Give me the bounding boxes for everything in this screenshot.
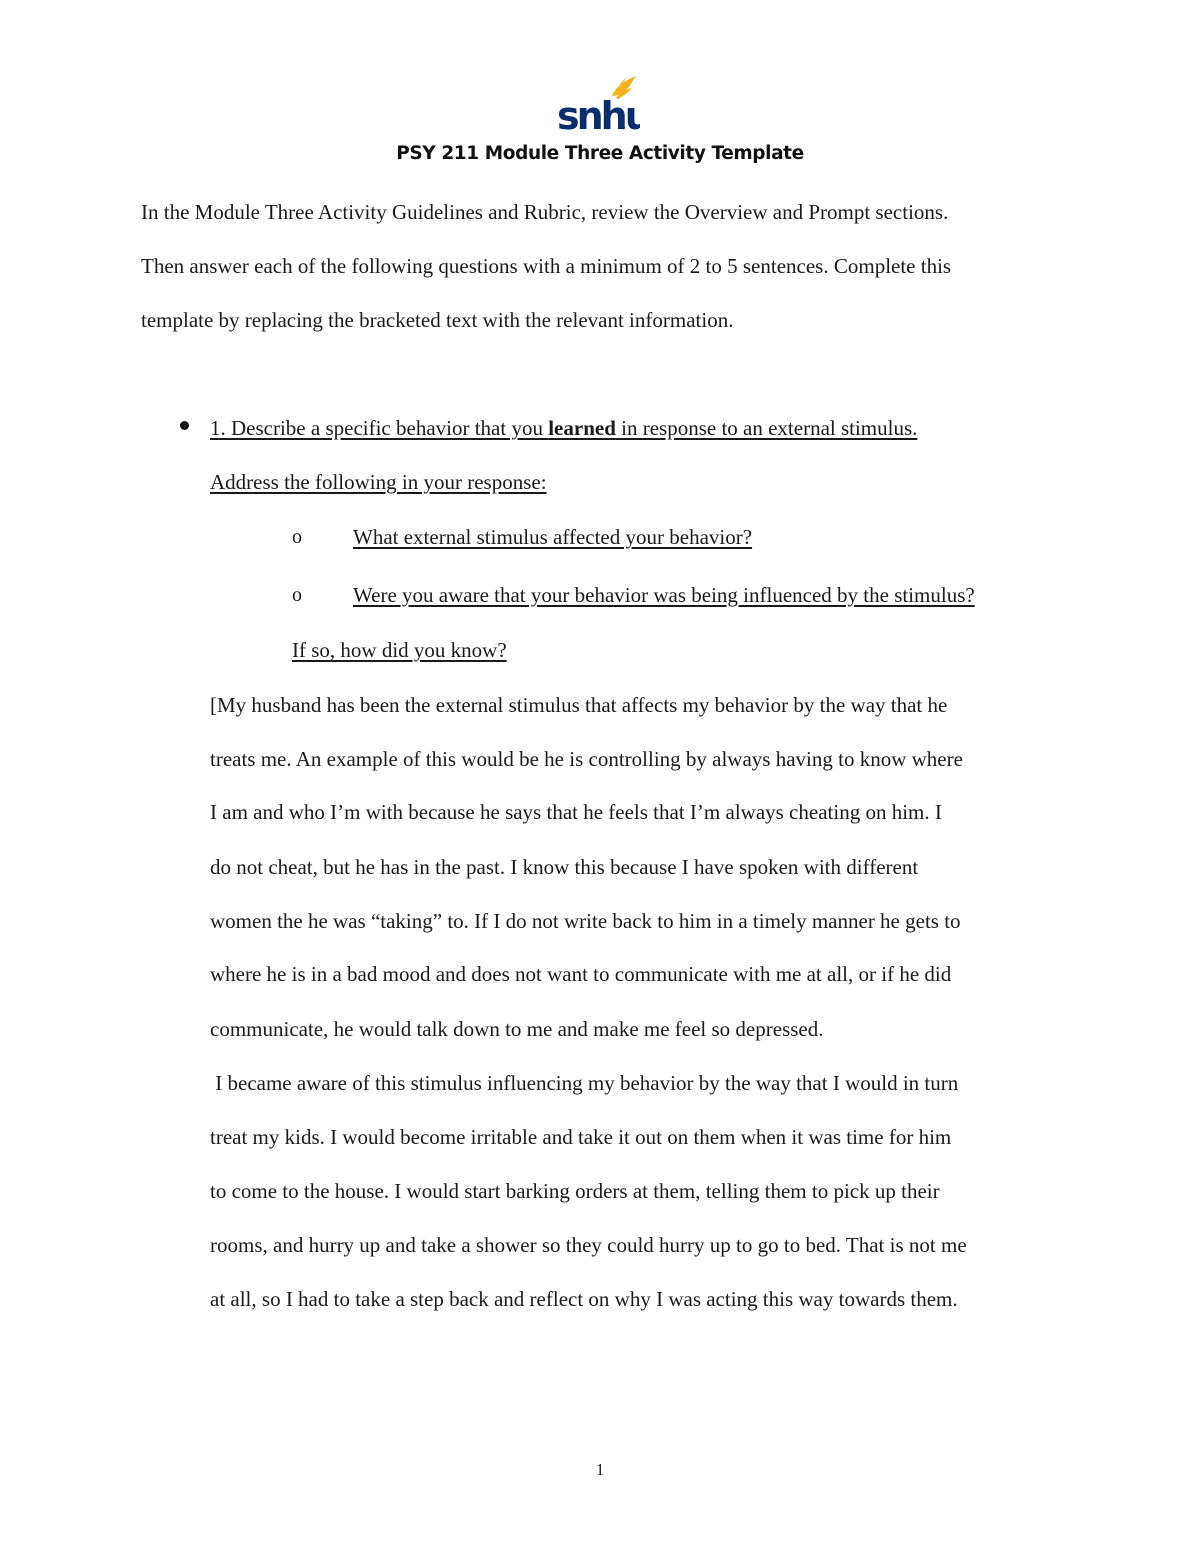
answer-line: where he is in a bad mood and does not want to communicate with me at all, or if he did: [210, 962, 952, 986]
intro-line-3: template by replacing the bracketed text with the relevant information.: [141, 308, 734, 332]
sub-bullet-icon: o: [292, 584, 302, 606]
answer-line: treats me. An example of this would be he is controlling by always having to know where: [210, 747, 963, 771]
answer-line: [My husband has been the external stimulus that affects my behavior by the way that he: [210, 693, 948, 717]
question-line-2: Address the following in your response:: [210, 470, 547, 494]
bullet-icon: [180, 421, 189, 430]
sub-item-2-continuation: If so, how did you know?: [292, 638, 507, 662]
answer-line: communicate, he would talk down to me and make me feel so depressed.: [210, 1017, 824, 1041]
snhu-logo: [556, 74, 640, 132]
answer-line: at all, so I had to take a step back and reflect on why I was acting this way towards them.: [210, 1287, 958, 1311]
snhu-logo-graphic: [556, 74, 640, 132]
document-title: PSY 211 Module Three Activity Template: [396, 143, 804, 164]
answer-line: I am and who I’m with because he says that he feels that I’m always cheating on him. I: [210, 800, 942, 824]
answer-line: do not cheat, but he has in the past. I know this because I have spoken with different: [210, 855, 919, 879]
sub-bullet-icon: o: [292, 526, 302, 548]
sub-item-1: What external stimulus affected your behavior?: [353, 525, 753, 549]
intro-line-2: Then answer each of the following questions with a minimum of 2 to 5 sentences. Complete this: [141, 254, 952, 278]
question-heading: [210, 415, 917, 441]
snhu-wordmark: snhu: [557, 94, 640, 132]
question-prefix: 1. Describe a specific behavior that you: [210, 416, 549, 440]
sub-item-2: Were you aware that your behavior was being influenced by the stimulus?: [353, 583, 975, 607]
answer-line: women the he was “taking” to. If I do not write back to him in a timely manner he gets to: [210, 909, 961, 933]
answer-line: I became aware of this stimulus influencing my behavior by the way that I would in turn: [210, 1071, 959, 1095]
answer-line: treat my kids. I would become irritable and take it out on them when it was time for him: [210, 1125, 952, 1149]
question-suffix: in response to an external stimulus.: [615, 416, 918, 440]
answer-line: to come to the house. I would start barking orders at them, telling them to pick up their: [210, 1179, 940, 1203]
answer-line: rooms, and hurry up and take a shower so they could hurry up to go to bed. That is not me: [210, 1233, 967, 1257]
page-number: 1: [595, 1460, 605, 1479]
intro-line-1: In the Module Three Activity Guidelines and Rubric, review the Overview and Prompt sections.: [141, 200, 949, 224]
question-bold-word: learned: [548, 416, 616, 440]
